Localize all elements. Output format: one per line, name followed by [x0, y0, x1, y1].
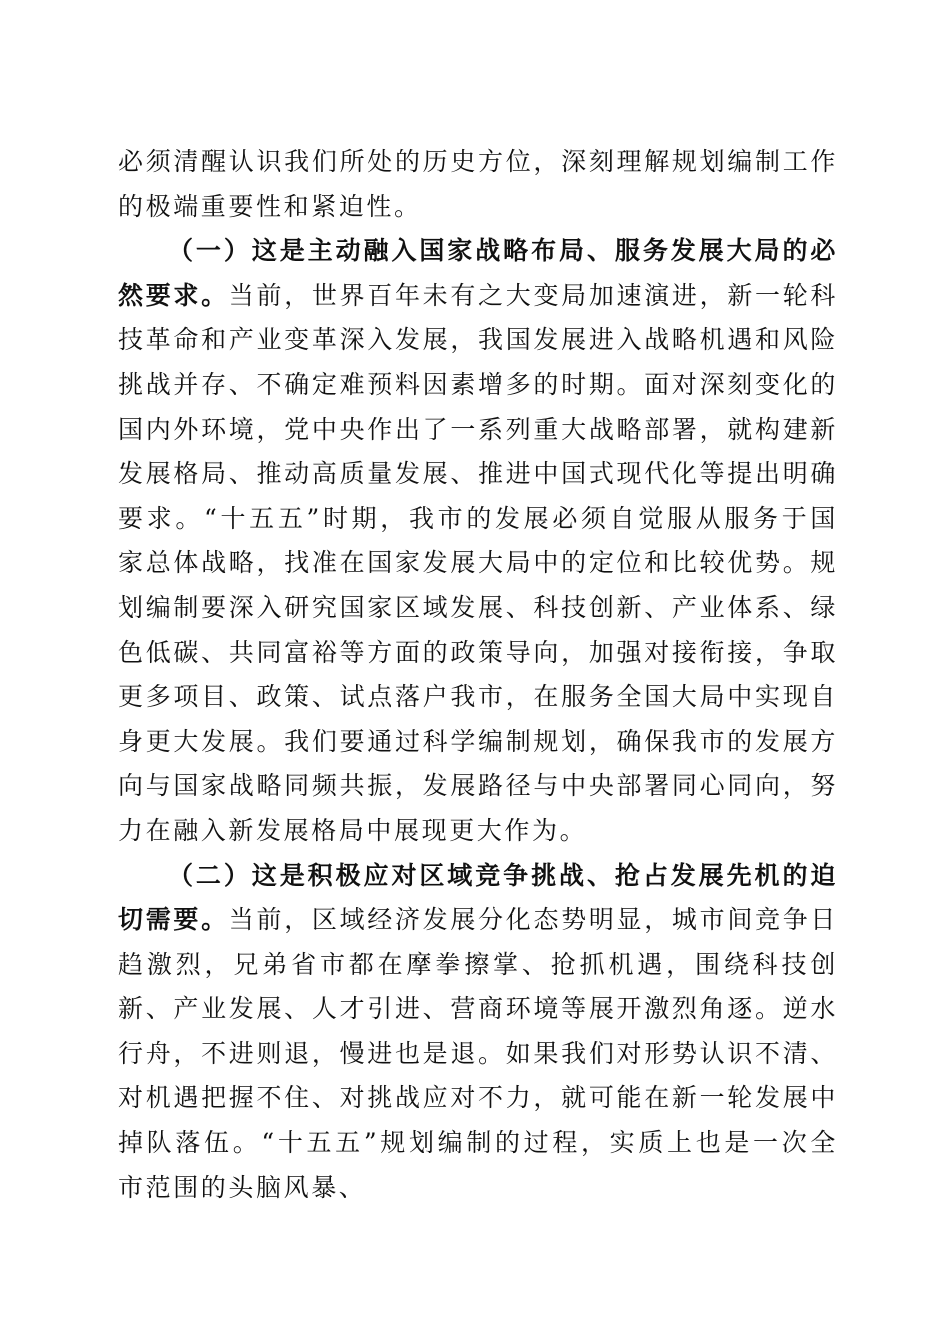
paragraph-section-two: [118, 854, 838, 1211]
section-two-text: 当前，区域经济发展分化态势明显，城市间竞争日趋激烈，兄弟省市都在摩拳擦掌、抢抓机遇，围绕科技创新、产业发展、人才引进、营商环境等展开激烈角逐。逆水行舟，不进则退，慢进也是退。如果我们对形势认识不清、对机遇把握不住、对挑战应对不力，就可能在新一轮发展中掉队落伍。“十五五”规划编制的过程，实质上也是一次全市范围的头脑风暴、: [118, 905, 839, 1202]
document-body: [118, 140, 838, 1210]
section-one-heading: （一）这是主动融入国家战略布局、服务发展大局的必然要求。: [118, 236, 838, 310]
section-one-text: 当前，世界百年未有之大变局加速演进，新一轮科技革命和产业变革深入发展，我国发展进入战略机遇和风险挑战并存、不确定难预料因素增多的时期。面对深刻变化的国内外环境，党中央作出了一系列重大战略部署，就构建新发展格局、推动高质量发展、推进中国式现代化等提出明确要求。“十五五”时期，我市的发展必须自觉服从服务于国家总体战略，找准在国家发展大局中的定位和比较优势。规划编制要深入研究国家区域发展、科技创新、产业体系、绿色低碳、共同富裕等方面的政策导向，加强对接衔接，争取更多项目、政策、试点落户我市，在服务全国大局中实现自身更大发展。我们要通过科学编制规划，确保我市的发展方向与国家战略同频共振，发展路径与中央部署同心同向，努力在融入新发展格局中展现更大作为。: [118, 280, 839, 845]
paragraph-intro-text: 必须清醒认识我们所处的历史方位，深刻理解规划编制工作的极端重要性和紧迫性。: [118, 147, 838, 221]
paragraph-section-one: [118, 229, 838, 853]
section-two-heading: （二）这是积极应对区域竞争挑战、抢占发展先机的迫切需要。: [118, 860, 838, 935]
paragraph-intro: [118, 140, 838, 229]
